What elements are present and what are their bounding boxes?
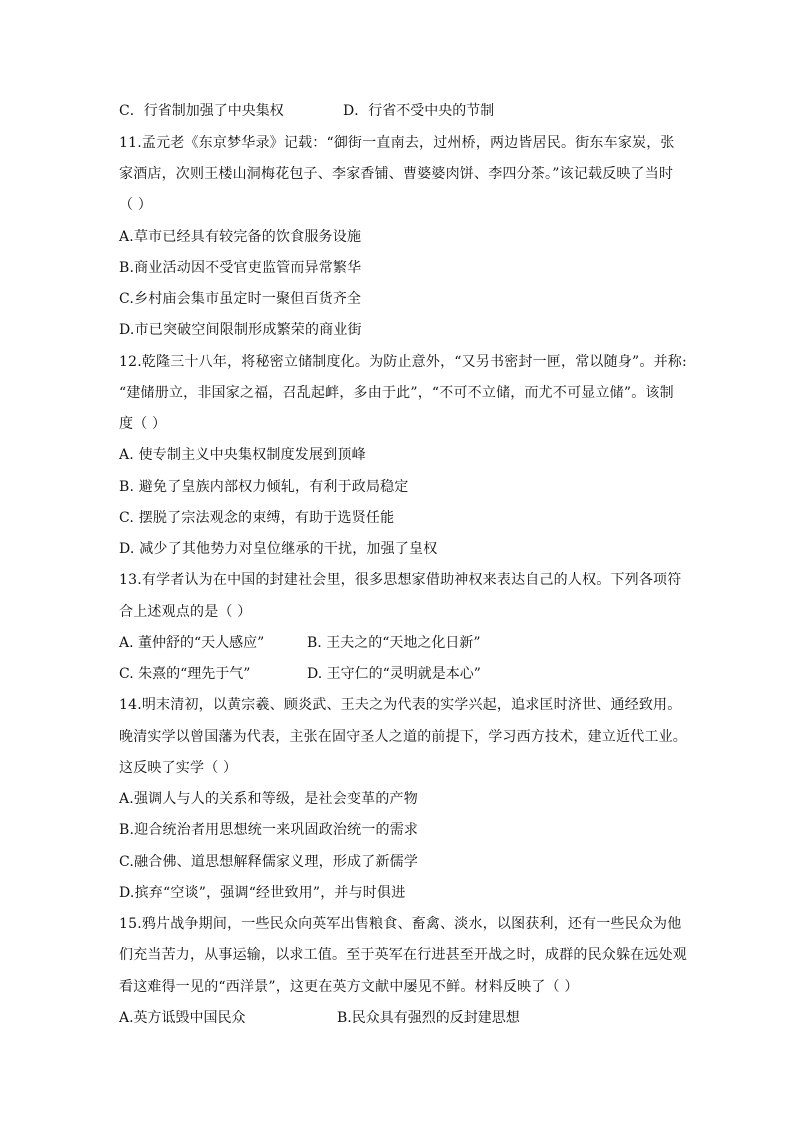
q14-option-c: C.融合佛、道思想解释儒家义理，形成了新儒学 xyxy=(119,854,419,870)
q13-stem-line1: 13.有学者认为在中国的封建社会里，很多思想家借助神权来表达自己的人权。下列各项符 xyxy=(119,572,682,588)
q11-stem-line2: 家酒店，次则王楼山洞梅花包子、李家香铺、曹婆婆肉饼、李四分茶。”该记载反映了当时 xyxy=(119,166,674,182)
q14-stem-line3: 这反映了实学（ ） xyxy=(119,760,238,776)
q10-option-c: C．行省制加强了中央集权 xyxy=(119,103,284,119)
q12-stem-line1: 12.乾隆三十八年，将秘密立储制度化。为防止意外，“又另书密封一匣，常以随身”。并称: xyxy=(119,354,687,370)
q15-option-a: A.英方诋毁中国民众 xyxy=(119,1010,246,1026)
q14-stem-line1: 14.明末清初，以黄宗羲、顾炎武、王夫之为代表的实学兴起，追求匡时济世、通经致用。 xyxy=(119,697,682,713)
q12-option-c: C. 摆脱了宗法观念的束缚，有助于选贤任能 xyxy=(119,510,395,526)
q11-option-b: B.商业活动因不受官吏监管而异常繁华 xyxy=(119,260,362,276)
q11-option-d: D.市已突破空间限制形成繁荣的商业街 xyxy=(119,322,362,338)
q12-option-a: A. 使专制主义中央集权制度发展到顶峰 xyxy=(119,447,366,463)
q14-option-d: D.摈弃“空谈”，强调“经世致用”，并与时俱进 xyxy=(119,885,406,901)
q15-stem-line3: 看这难得一见的“西洋景”，这更在英方文献中屡见不鲜。材料反映了（ ） xyxy=(119,979,579,995)
q15-option-b: B.民众具有强烈的反封建思想 xyxy=(337,1010,520,1026)
q13-option-b: B. 王夫之的“天地之化日新” xyxy=(307,635,481,651)
q13-stem-line2: 合上述观点的是（ ） xyxy=(119,604,252,620)
q12-option-d: D. 减少了其他势力对皇位继承的干扰，加强了皇权 xyxy=(119,541,438,557)
q12-option-b: B. 避免了皇族内部权力倾轧，有利于政局稳定 xyxy=(119,479,409,495)
q13-option-d: D. 王守仁的“灵明就是本心” xyxy=(307,666,481,682)
q11-stem-line3: （ ） xyxy=(119,197,153,213)
q11-option-c: C.乡村庙会集市虽定时一聚但百货齐全 xyxy=(119,291,362,307)
q14-stem-line2: 晚清实学以曾国藩为代表，主张在固守圣人之道的前提下，学习西方技术，建立近代工业。 xyxy=(119,729,687,745)
q12-stem-line3: 度（ ） xyxy=(119,416,167,432)
q15-stem-line2: 们充当苦力，从事运输，以求工值。至于英军在行进甚至开战之时，成群的民众躲在远处观 xyxy=(119,947,687,963)
q14-option-a: A.强调人与人的关系和等级，是社会变革的产物 xyxy=(119,791,418,807)
q15-stem-line1: 15.鸦片战争期间，一些民众向英军出售粮食、畜禽、淡水，以图获利，还有一些民众为他 xyxy=(119,916,682,932)
q13-option-a: A. 董仲舒的“天人感应” xyxy=(119,635,265,651)
q13-option-c: C. 朱熹的“理先于气” xyxy=(119,666,251,682)
q11-option-a: A.草市已经具有较完备的饮食服务设施 xyxy=(119,229,362,245)
q11-stem-line1: 11.孟元老《东京梦华录》记载：“御街一直南去，过州桥，两边皆居民。街东车家炭，张 xyxy=(119,135,675,151)
q10-option-d: D．行省不受中央的节制 xyxy=(343,103,495,119)
q14-option-b: B.迎合统治者用思想统一来巩固政治统一的需求 xyxy=(119,822,419,838)
q12-stem-line2: “建储册立，非国家之福，召乱起衅，多由于此”，“不可不立储，而尤不可显立储”。该制 xyxy=(119,385,674,401)
